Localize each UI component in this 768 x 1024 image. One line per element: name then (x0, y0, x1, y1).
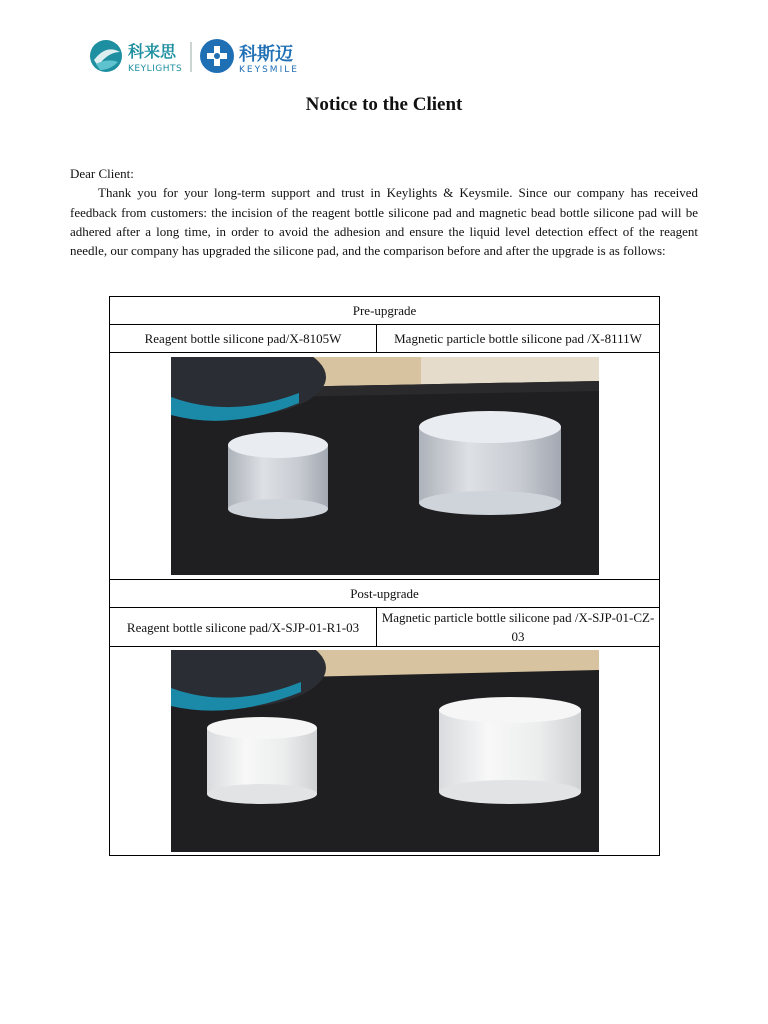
body-paragraph: Thank you for your long-term support and trust in Keylights & Keysmile. Since our company has received feedback from customers: the incision of the reagent bottle silicone pad and magnetic bead bottle silicone pad will be adhered after a long time, in order to avoid the adhesion and ensure the liquid level detection effect of the reagent needle, our company has upgraded the silicone pad, and the comparison before and after the upgrade is as follows: (70, 185, 698, 259)
pre-right-label: Magnetic particle bottle silicone pad /X-8111W (377, 325, 660, 353)
post-upgrade-heading: Post-upgrade (110, 580, 660, 608)
post-right-label: Magnetic particle bottle silicone pad /X-SJP-01-CZ-03 (377, 608, 660, 647)
post-upgrade-photo (171, 650, 599, 852)
logo1-en: KEYLIGHTS (128, 64, 183, 74)
post-upgrade-photo-cell (110, 647, 660, 856)
pre-upgrade-heading: Pre-upgrade (110, 297, 660, 325)
greeting: Dear Client: (70, 166, 134, 181)
comparison-table (109, 296, 660, 856)
logo1-cn: 科来思 (128, 42, 177, 61)
keylights-logo (88, 38, 318, 78)
page-title: Notice to the Client (305, 94, 463, 115)
logo2-en: KEYSMILE (239, 65, 299, 75)
pre-upgrade-photo (171, 357, 599, 575)
pre-upgrade-photo-cell (110, 353, 660, 580)
post-left-label: Reagent bottle silicone pad/X-SJP-01-R1-03 (110, 608, 377, 647)
company-logos (88, 38, 318, 78)
logo2-cn: 科斯迈 (239, 44, 293, 65)
letter-body (70, 164, 698, 260)
pre-left-label: Reagent bottle silicone pad/X-8105W (110, 325, 377, 353)
